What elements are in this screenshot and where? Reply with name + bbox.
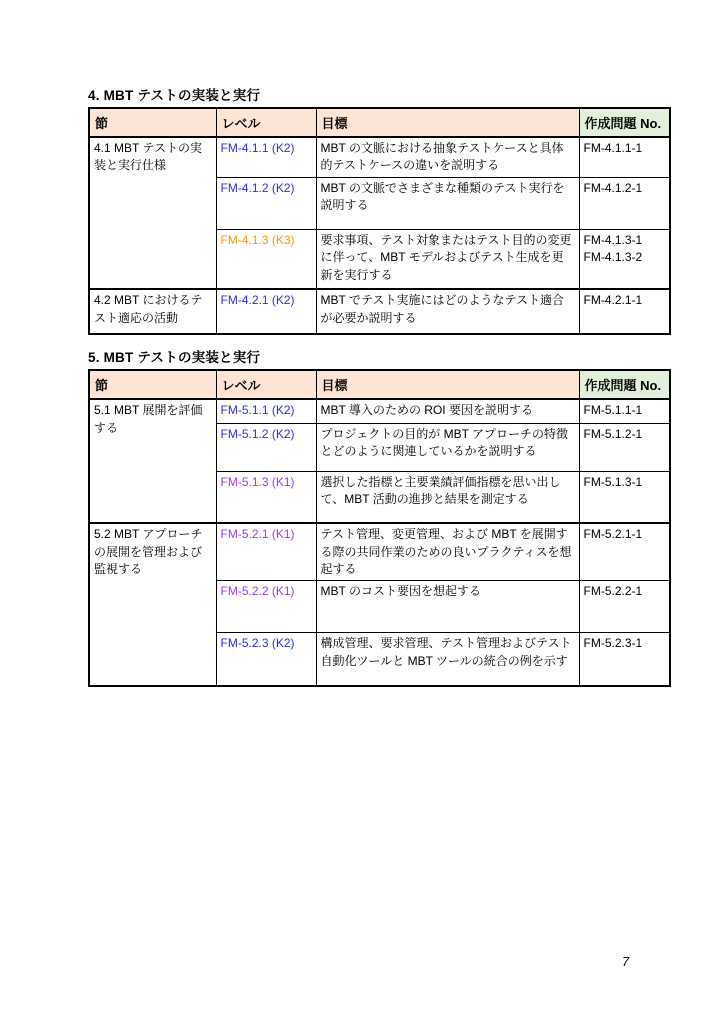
objective-cell: 要求事項、テスト対象またはテスト目的の変更に伴って、MBT モデルおよびテスト生成を更新を実行する <box>316 229 579 289</box>
document-page-content <box>88 88 669 687</box>
table-row <box>89 137 670 177</box>
table-header-row <box>89 370 670 399</box>
table-4-title: 4. MBT テストの実装と実行 <box>88 88 261 103</box>
header-cell-level: レベル <box>216 370 316 399</box>
objective-cell: MBT の文脈でさまざまな種類のテスト実行を説明する <box>316 177 579 229</box>
level-cell: FM-4.1.3 (K3) <box>216 229 316 289</box>
level-cell: FM-5.1.1 (K2) <box>216 399 316 423</box>
level-cell: FM-5.2.3 (K2) <box>216 633 316 686</box>
objectives-table-5 <box>88 369 671 687</box>
question-no-cell: FM-5.2.1-1 <box>579 523 670 581</box>
level-cell: FM-5.2.2 (K1) <box>216 581 316 633</box>
question-no-cell: FM-5.1.2-1 <box>579 423 670 471</box>
table-row <box>89 399 670 423</box>
table-5-title: 5. MBT テストの実装と実行 <box>88 350 261 366</box>
section-cell: 4.2 MBT におけるテスト適応の活動 <box>89 289 216 334</box>
objective-cell: MBT でテスト実施にはどのようなテスト適合が必要か説明する <box>316 289 579 334</box>
question-no-line-1: FM-4.1.3-1 <box>583 232 643 247</box>
header-cell-objective: 目標 <box>316 108 579 137</box>
header-cell-section: 節 <box>89 108 216 137</box>
objective-cell: 選択した指標と主要業績評価指標を思い出して、MBT 活動の進捗と結果を測定する <box>316 471 579 523</box>
header-cell-question-no: 作成問題 No. <box>579 108 670 137</box>
table-row <box>89 523 670 581</box>
question-no-cell: FM-4.2.1-1 <box>579 289 670 334</box>
objective-cell: MBT のコスト要因を想起する <box>316 581 579 633</box>
level-cell: FM-5.1.2 (K2) <box>216 423 316 471</box>
objective-cell: プロジェクトの目的が MBT アプローチの特徴とどのように関連しているかを説明する <box>316 423 579 471</box>
level-cell: FM-4.1.2 (K2) <box>216 177 316 229</box>
question-no-cell: FM-5.1.3-1 <box>579 471 670 523</box>
header-cell-question-no: 作成問題 No. <box>579 370 670 399</box>
question-no-cell: FM-5.2.2-1 <box>579 581 670 633</box>
table-row <box>89 289 670 334</box>
header-cell-section: 節 <box>89 370 216 399</box>
objective-cell: テスト管理、変更管理、および MBT を展開する際の共同作業のための良いプラクティスを想起する <box>316 523 579 581</box>
header-cell-level: レベル <box>216 108 316 137</box>
question-no-cell: FM-4.1.2-1 <box>579 177 670 229</box>
level-cell: FM-5.2.1 (K1) <box>216 523 316 581</box>
level-cell: FM-5.1.3 (K1) <box>216 471 316 523</box>
table-header-row <box>89 108 670 137</box>
section-cell: 5.2 MBT アプローチの展開を管理および監視する <box>89 523 216 686</box>
question-no-line-2: FM-4.1.3-2 <box>583 250 643 265</box>
level-cell: FM-4.1.1 (K2) <box>216 137 316 177</box>
objective-cell: 構成管理、要求管理、テスト管理およびテスト自動化ツールと MBT ツールの統合の例を示す <box>316 633 579 686</box>
objective-cell: MBT の文脈における抽象テストケースと具体的テストケースの違いを説明する <box>316 137 579 177</box>
objectives-table-4 <box>88 107 671 335</box>
objective-cell: MBT 導入のための ROI 要因を説明する <box>316 399 579 423</box>
page-number: 7 <box>622 954 630 969</box>
section-cell: 5.1 MBT 展開を評価する <box>89 399 216 523</box>
question-no-cell: FM-5.2.3-1 <box>579 633 670 686</box>
question-no-cell <box>579 229 670 289</box>
question-no-cell: FM-4.1.1-1 <box>579 137 670 177</box>
section-cell: 4.1 MBT テストの実装と実行仕様 <box>89 137 216 289</box>
header-cell-objective: 目標 <box>316 370 579 399</box>
level-cell: FM-4.2.1 (K2) <box>216 289 316 334</box>
question-no-cell: FM-5.1.1-1 <box>579 399 670 423</box>
